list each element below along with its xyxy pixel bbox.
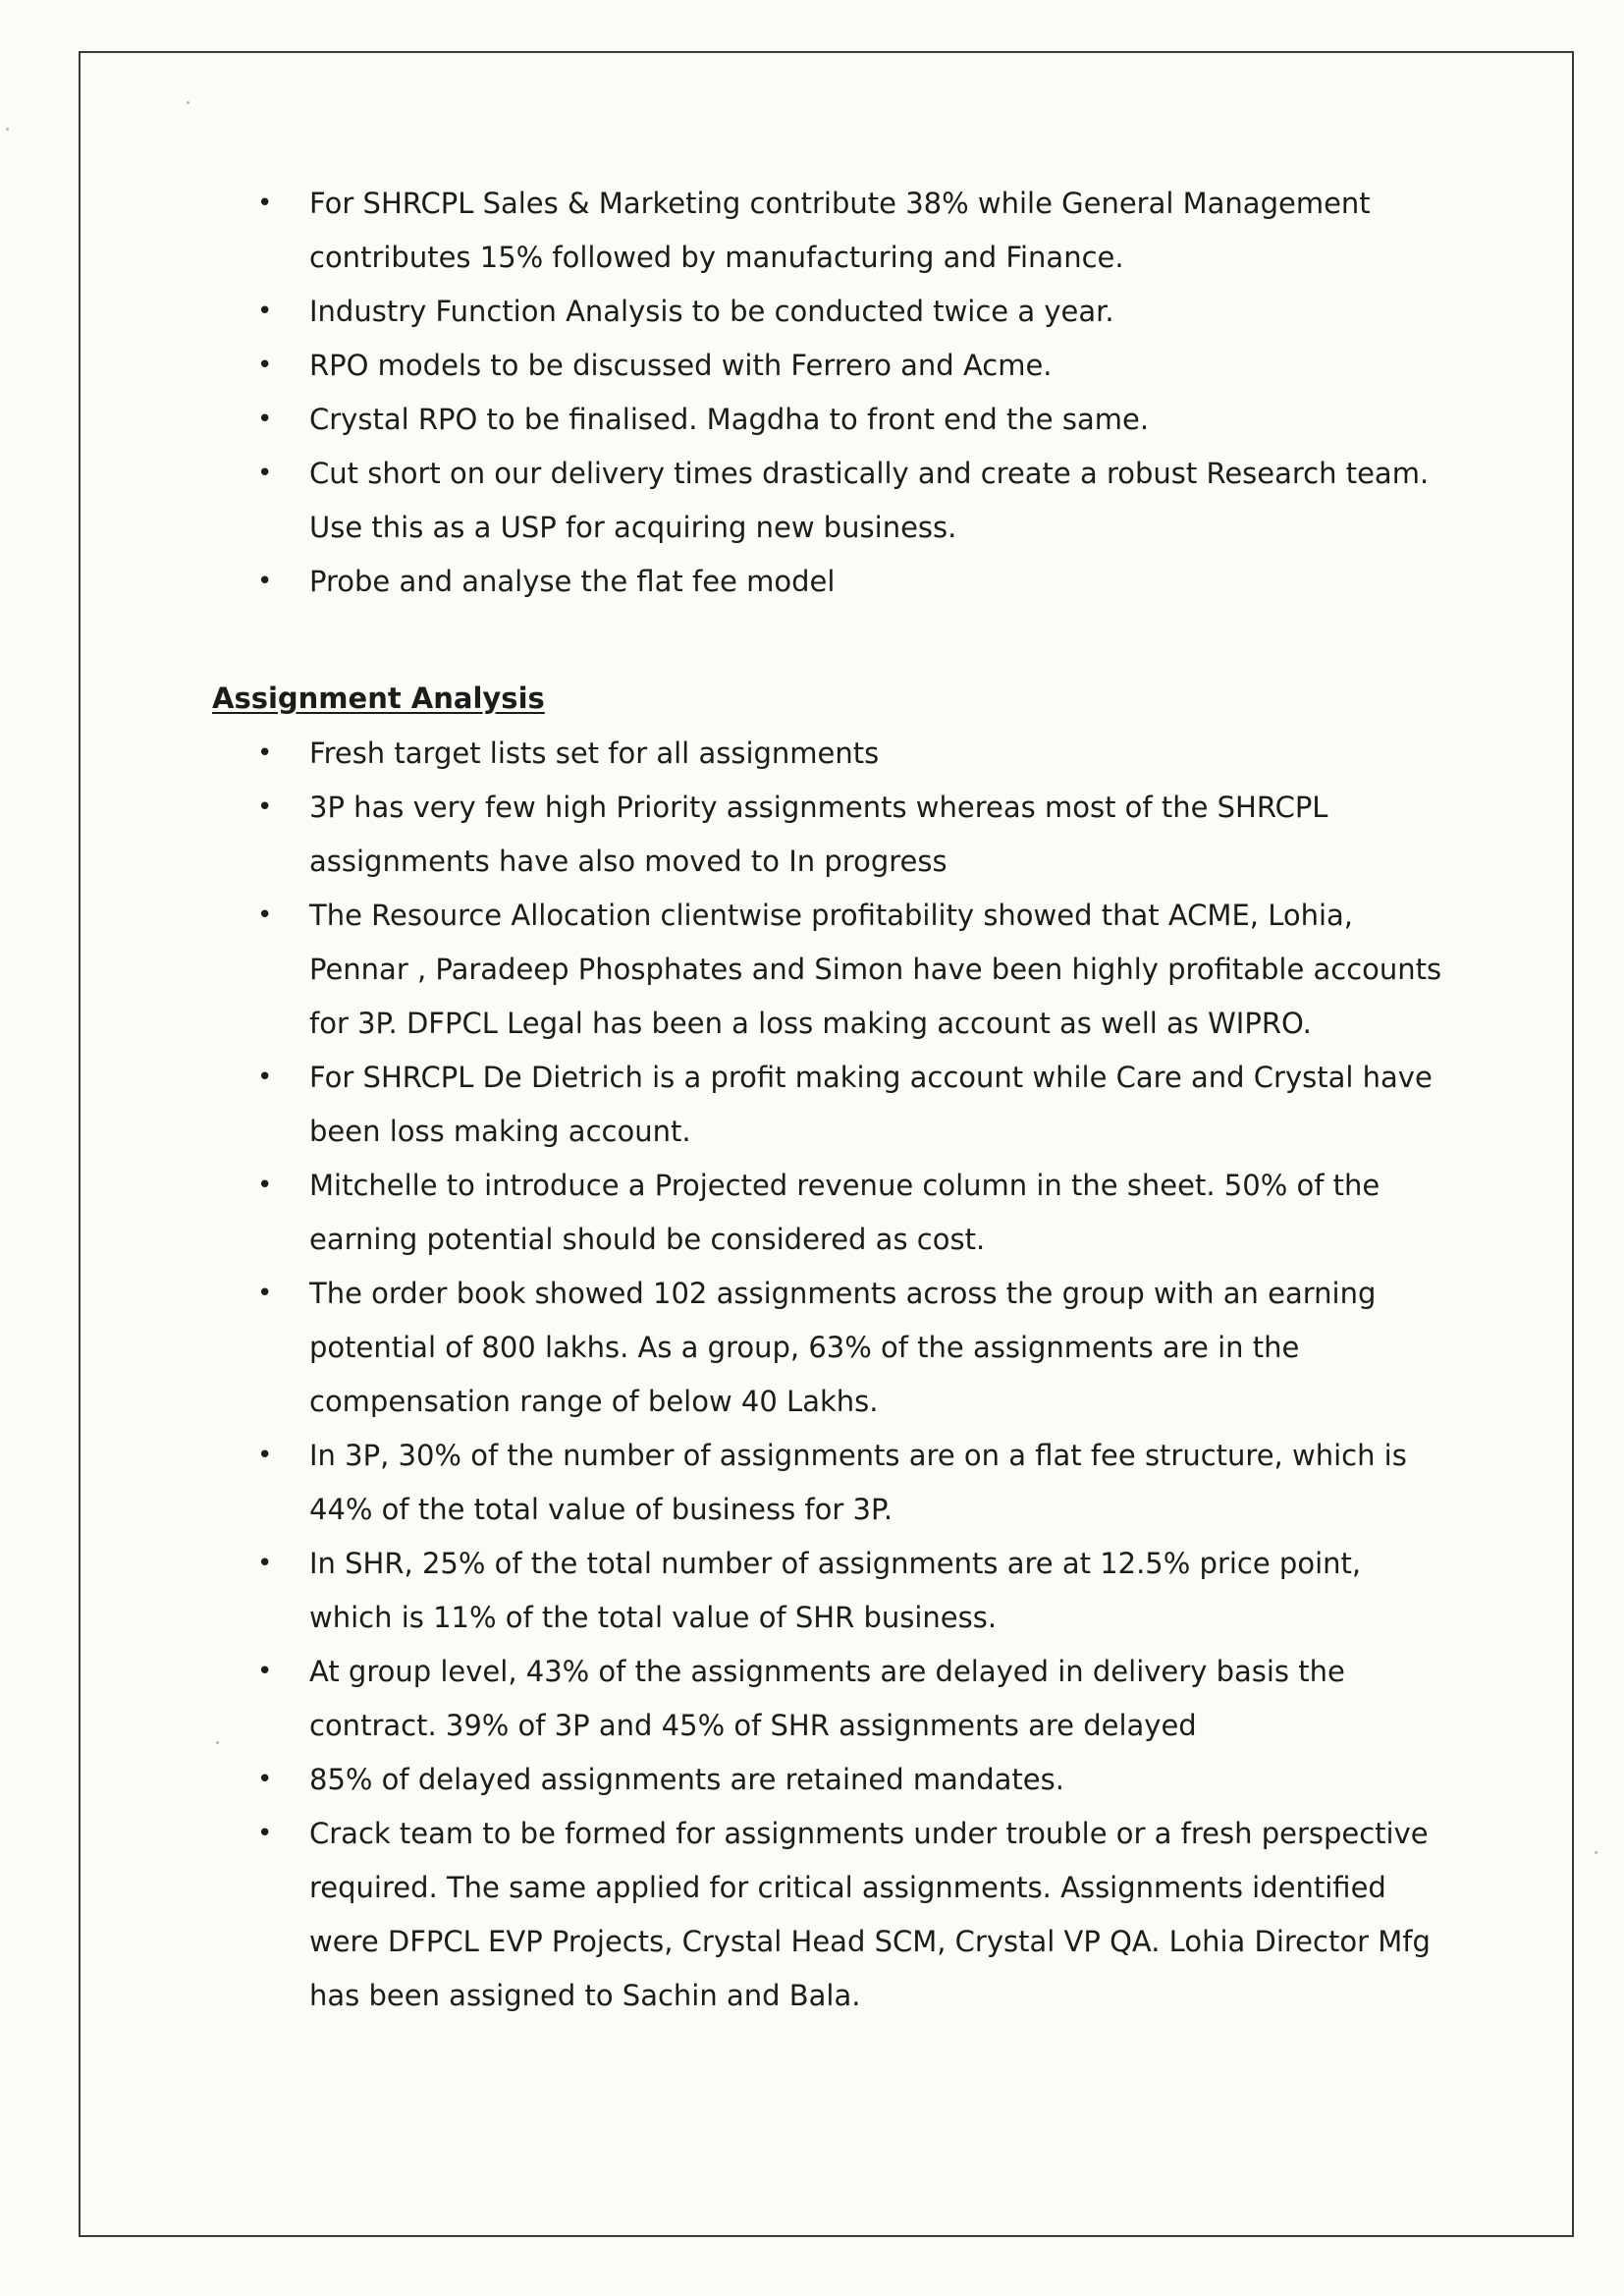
bullet-icon: •: [257, 1279, 273, 1308]
list-item-text: Fresh target lists set for all assignments: [309, 737, 880, 770]
list-item: [0, 1429, 1624, 1537]
list-item-text: Probe and analyse the flat fee model: [309, 565, 836, 598]
bullet-icon: •: [257, 1441, 273, 1470]
bullet-icon: •: [257, 738, 273, 768]
assignment-analysis-heading: Assignment Analysis: [212, 682, 545, 715]
scan-speck: [187, 101, 189, 104]
list-item: [0, 447, 1624, 555]
scan-speck: [216, 1741, 219, 1744]
list-item-text: 85% of delayed assignments are retained mandates.: [309, 1763, 1064, 1796]
list-item: [0, 393, 1624, 447]
list-item: [0, 727, 1624, 781]
list-item-text: The order book showed 102 assignments across the group with an earning potential of 800 lakhs. As a group, 63% of the assignments are in the compensation range of below 40 Lakhs.: [309, 1277, 1377, 1418]
list-item: [0, 1537, 1624, 1645]
list-item-text: In 3P, 30% of the number of assignments are on a flat fee structure, which is 44% of the total value of business for 3P.: [309, 1439, 1407, 1526]
list-item-text: Crack team to be formed for assignments under trouble or a fresh perspective required. The same applied for critical assignments. Assignments identified were DFPCL EVP Projects, Crystal Head SCM, Crystal VP QA. Lohia Director Mfg has been assigned to Sachin and Bala.: [309, 1817, 1431, 2012]
list-item-text: For SHRCPL De Dietrich is a profit making account while Care and Crystal have been loss making account.: [309, 1061, 1433, 1148]
list-item-text: In SHR, 25% of the total number of assignments are at 12.5% price point, which is 11% of the total value of SHR business.: [309, 1547, 1362, 1634]
list-item: [0, 1267, 1624, 1429]
bullet-icon: •: [257, 1657, 273, 1686]
list-item-text: RPO models to be discussed with Ferrero and Acme.: [309, 349, 1053, 382]
list-item: [0, 1159, 1624, 1267]
list-item-text: 3P has very few high Priority assignments whereas most of the SHRCPL assignments have also moved to In progress: [309, 791, 1328, 878]
list-item-text: Cut short on our delivery times drastically and create a robust Research team. Use this as a USP for acquiring new business.: [309, 457, 1430, 544]
summary-bullet-list: [0, 177, 1624, 609]
list-item-text: Mitchelle to introduce a Projected revenue column in the sheet. 50% of the earning potential should be considered as cost.: [309, 1169, 1380, 1256]
list-item-text: Crystal RPO to be finalised. Magdha to front end the same.: [309, 403, 1150, 436]
scan-speck: [1595, 1851, 1597, 1854]
bullet-icon: •: [257, 567, 273, 596]
list-item: [0, 1807, 1624, 2023]
bullet-icon: •: [257, 1549, 273, 1578]
list-item-text: Industry Function Analysis to be conducted twice a year.: [309, 295, 1114, 328]
bullet-icon: •: [257, 793, 273, 822]
list-item: [0, 555, 1624, 609]
bullet-icon: •: [257, 1765, 273, 1794]
bullet-icon: •: [257, 901, 273, 930]
bullet-icon: •: [257, 459, 273, 488]
list-item: [0, 781, 1624, 889]
list-item-text: The Resource Allocation clientwise profitability showed that ACME, Lohia, Pennar , Paradeep Phosphates and Simon have been highly profitable accounts for 3P. DFPCL Legal has been a loss making account as well as WIPRO.: [309, 899, 1442, 1040]
bullet-icon: •: [257, 1171, 273, 1200]
assignment-analysis-bullet-list: [0, 727, 1624, 2023]
bullet-icon: •: [257, 405, 273, 434]
scan-speck: [6, 128, 9, 131]
list-item: [0, 339, 1624, 393]
bullet-icon: •: [257, 189, 273, 218]
bullet-icon: •: [257, 1063, 273, 1092]
bullet-icon: •: [257, 1819, 273, 1848]
list-item: [0, 177, 1624, 285]
list-item: [0, 889, 1624, 1051]
list-item-text: For SHRCPL Sales & Marketing contribute 38% while General Management contributes 15% followed by manufacturing and Finance.: [309, 187, 1371, 274]
bullet-icon: •: [257, 297, 273, 326]
list-item: [0, 1645, 1624, 1753]
list-item-text: At group level, 43% of the assignments are delayed in delivery basis the contract. 39% of 3P and 45% of SHR assignments are delayed: [309, 1655, 1345, 1742]
bullet-icon: •: [257, 351, 273, 380]
list-item: [0, 285, 1624, 339]
list-item: [0, 1051, 1624, 1159]
list-item: [0, 1753, 1624, 1807]
